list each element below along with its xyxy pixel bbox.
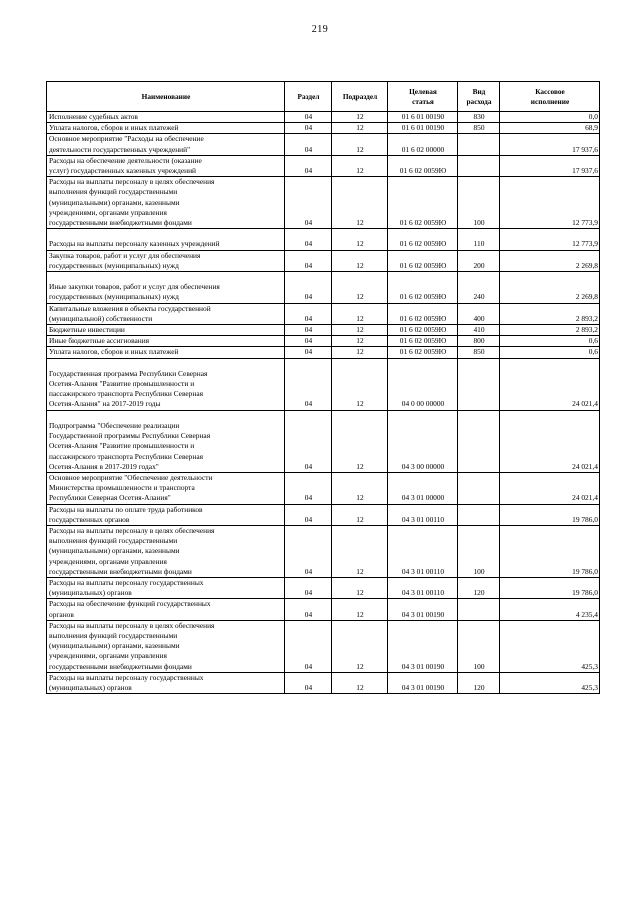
row-section: 04 xyxy=(285,672,332,693)
header-target: Целевая статья xyxy=(388,82,458,112)
table-row xyxy=(47,123,600,134)
row-section: 04 xyxy=(285,155,332,176)
row-name: Уплата налогов, сборов и иных платежей xyxy=(47,347,285,358)
row-name: Расходы на обеспечение функций государственных органов xyxy=(47,599,285,620)
row-target: 04 3 00 00000 xyxy=(388,410,458,472)
row-target: 01 6 01 00190 xyxy=(388,112,458,123)
row-section: 04 xyxy=(285,504,332,525)
row-target: 04 3 01 00110 xyxy=(388,504,458,525)
row-amount: 0,0 xyxy=(500,112,600,123)
table-row xyxy=(47,229,600,250)
row-subsection: 12 xyxy=(332,336,388,347)
row-name: Расходы на выплаты персоналу в целях обеспечения выполнения функций государственными (муниципальными) органами, казенными учреждениями, органами управления государственными внебюджетными фондами xyxy=(47,525,285,577)
row-amount: 425,3 xyxy=(500,620,600,672)
row-type: 410 xyxy=(458,325,500,336)
row-amount: 19 786,0 xyxy=(500,504,600,525)
row-subsection: 12 xyxy=(332,620,388,672)
row-section: 04 xyxy=(285,134,332,155)
header-section: Раздел xyxy=(285,82,332,112)
table-row xyxy=(47,577,600,598)
header-type: Вид расхода xyxy=(458,82,500,112)
table-row xyxy=(47,325,600,336)
table-row xyxy=(47,272,600,304)
row-name: Расходы на выплаты по оплате труда работников государственных органов xyxy=(47,504,285,525)
row-name: Бюджетные инвестиции xyxy=(47,325,285,336)
row-name: Расходы на выплаты персоналу казенных учреждений xyxy=(47,229,285,250)
row-section: 04 xyxy=(285,303,332,324)
row-amount: 24 021,4 xyxy=(500,358,600,410)
row-section: 04 xyxy=(285,358,332,410)
row-type xyxy=(458,358,500,410)
header-amount: Кассовое исполнение xyxy=(500,82,600,112)
table-row xyxy=(47,112,600,123)
row-amount: 0,6 xyxy=(500,347,600,358)
table-body xyxy=(47,112,600,694)
row-subsection: 12 xyxy=(332,525,388,577)
row-amount: 12 773,9 xyxy=(500,177,600,229)
row-name: Уплата налогов, сборов и иных платежей xyxy=(47,123,285,134)
row-amount: 19 786,0 xyxy=(500,525,600,577)
budget-execution-table xyxy=(46,81,600,694)
row-subsection: 12 xyxy=(332,134,388,155)
row-target: 01 6 02 0059Ю xyxy=(388,229,458,250)
table-row xyxy=(47,303,600,324)
row-target: 01 6 02 00000 xyxy=(388,134,458,155)
row-amount: 17 937,6 xyxy=(500,155,600,176)
row-name: Основное мероприятие "Обеспечение деятельности Министерства промышленности и транспорта Республики Северная Осетия-Алания" xyxy=(47,472,285,504)
row-subsection: 12 xyxy=(332,504,388,525)
row-section: 04 xyxy=(285,177,332,229)
row-section: 04 xyxy=(285,325,332,336)
row-name: Исполнение судебных актов xyxy=(47,112,285,123)
row-amount: 19 786,0 xyxy=(500,577,600,598)
row-target: 01 6 02 0059Ю xyxy=(388,303,458,324)
table-row xyxy=(47,336,600,347)
row-type: 110 xyxy=(458,229,500,250)
row-target: 01 6 02 0059Ю xyxy=(388,336,458,347)
row-type: 830 xyxy=(458,112,500,123)
row-section: 04 xyxy=(285,336,332,347)
row-type: 400 xyxy=(458,303,500,324)
row-name: Подпрограмма "Обеспечение реализации Государственной программы Республики Северная Осетия-Алания "Развитие промышленности и пассажирского транспорта Республики Северная Осетия-Алания в 2017-2019 годах" xyxy=(47,410,285,472)
row-subsection: 12 xyxy=(332,347,388,358)
row-section: 04 xyxy=(285,250,332,271)
row-section: 04 xyxy=(285,112,332,123)
table-row xyxy=(47,358,600,410)
row-type xyxy=(458,134,500,155)
row-type: 100 xyxy=(458,525,500,577)
table-row xyxy=(47,672,600,693)
row-name: Закупка товаров, работ и услуг для обеспечения государственных (муниципальных) нужд xyxy=(47,250,285,271)
row-amount: 17 937,6 xyxy=(500,134,600,155)
table-row xyxy=(47,155,600,176)
row-target: 01 6 02 0059Ю xyxy=(388,347,458,358)
row-type xyxy=(458,155,500,176)
row-amount: 24 021,4 xyxy=(500,472,600,504)
row-type: 800 xyxy=(458,336,500,347)
row-amount: 68,9 xyxy=(500,123,600,134)
row-section: 04 xyxy=(285,577,332,598)
row-subsection: 12 xyxy=(332,472,388,504)
row-type: 240 xyxy=(458,272,500,304)
row-amount: 425,3 xyxy=(500,672,600,693)
row-type: 120 xyxy=(458,672,500,693)
row-type: 850 xyxy=(458,347,500,358)
row-name: Иные закупки товаров, работ и услуг для обеспечения государственных (муниципальных) нужд xyxy=(47,272,285,304)
row-target: 04 3 01 00110 xyxy=(388,525,458,577)
row-target: 01 6 02 0059Ю xyxy=(388,325,458,336)
row-name: Расходы на выплаты персоналу государственных (муниципальных) органов xyxy=(47,672,285,693)
table-row xyxy=(47,250,600,271)
row-target: 01 6 02 0059Ю xyxy=(388,272,458,304)
row-section: 04 xyxy=(285,123,332,134)
row-amount: 2 893,2 xyxy=(500,325,600,336)
table-row xyxy=(47,525,600,577)
row-name: Основное мероприятие "Расходы на обеспечение деятельности государственных учреждений" xyxy=(47,134,285,155)
row-type xyxy=(458,504,500,525)
row-type: 200 xyxy=(458,250,500,271)
row-subsection: 12 xyxy=(332,303,388,324)
row-type xyxy=(458,410,500,472)
table-row xyxy=(47,410,600,472)
row-target: 01 6 02 0059Ю xyxy=(388,155,458,176)
row-target: 04 3 01 00190 xyxy=(388,599,458,620)
row-name: Расходы на выплаты персоналу в целях обеспечения выполнения функций государственными (муниципальными) органами, казенными учреждениями, органами управления государственными внебюджетными фондами xyxy=(47,620,285,672)
table-row xyxy=(47,472,600,504)
table-row xyxy=(47,620,600,672)
row-name: Расходы на выплаты персоналу в целях обеспечения выполнения функций государственными (муниципальными) органами, казенными учреждениями, органами управления государственными внебюджетными фондами xyxy=(47,177,285,229)
row-subsection: 12 xyxy=(332,410,388,472)
row-subsection: 12 xyxy=(332,250,388,271)
table-row xyxy=(47,599,600,620)
row-subsection: 12 xyxy=(332,325,388,336)
row-amount: 2 269,8 xyxy=(500,250,600,271)
row-section: 04 xyxy=(285,272,332,304)
row-target: 04 3 01 00110 xyxy=(388,577,458,598)
row-name: Расходы на выплаты персоналу государственных (муниципальных) органов xyxy=(47,577,285,598)
row-subsection: 12 xyxy=(332,672,388,693)
row-section: 04 xyxy=(285,229,332,250)
row-target: 04 0 00 00000 xyxy=(388,358,458,410)
table-row xyxy=(47,134,600,155)
row-target: 01 6 01 00190 xyxy=(388,123,458,134)
row-type: 850 xyxy=(458,123,500,134)
row-name: Государственная программа Республики Северная Осетия-Алания "Развитие промышленности и пассажирского транспорта Республики Северная Осетия-Алания" на 2017-2019 годы xyxy=(47,358,285,410)
row-amount: 4 235,4 xyxy=(500,599,600,620)
row-type: 120 xyxy=(458,577,500,598)
header-name: Наименование xyxy=(47,82,285,112)
table-row xyxy=(47,347,600,358)
row-subsection: 12 xyxy=(332,229,388,250)
row-subsection: 12 xyxy=(332,123,388,134)
row-type xyxy=(458,472,500,504)
row-target: 04 3 01 00000 xyxy=(388,472,458,504)
row-subsection: 12 xyxy=(332,358,388,410)
table-row xyxy=(47,177,600,229)
row-type: 100 xyxy=(458,177,500,229)
row-section: 04 xyxy=(285,525,332,577)
row-section: 04 xyxy=(285,410,332,472)
row-target: 04 3 01 00190 xyxy=(388,672,458,693)
row-amount: 0,6 xyxy=(500,336,600,347)
row-subsection: 12 xyxy=(332,177,388,229)
row-subsection: 12 xyxy=(332,577,388,598)
row-name: Иные бюджетные ассигнования xyxy=(47,336,285,347)
row-target: 01 6 02 0059Ю xyxy=(388,250,458,271)
header-subsection: Подраздел xyxy=(332,82,388,112)
row-subsection: 12 xyxy=(332,155,388,176)
row-name: Расходы на обеспечение деятельности (оказание услуг) государственных казенных учреждений xyxy=(47,155,285,176)
page-number: 219 xyxy=(311,24,329,35)
row-name: Капитальные вложения в объекты государственной (муниципальной) собственности xyxy=(47,303,285,324)
row-type xyxy=(458,599,500,620)
row-amount: 2 893,2 xyxy=(500,303,600,324)
row-amount: 24 021,4 xyxy=(500,410,600,472)
row-section: 04 xyxy=(285,599,332,620)
row-subsection: 12 xyxy=(332,599,388,620)
table-header-row xyxy=(47,82,600,112)
row-subsection: 12 xyxy=(332,112,388,123)
row-amount: 2 269,8 xyxy=(500,272,600,304)
row-section: 04 xyxy=(285,620,332,672)
row-section: 04 xyxy=(285,347,332,358)
row-target: 04 3 01 00190 xyxy=(388,620,458,672)
row-type: 100 xyxy=(458,620,500,672)
row-amount: 12 773,9 xyxy=(500,229,600,250)
row-target: 01 6 02 0059Ю xyxy=(388,177,458,229)
table-row xyxy=(47,504,600,525)
row-section: 04 xyxy=(285,472,332,504)
row-subsection: 12 xyxy=(332,272,388,304)
